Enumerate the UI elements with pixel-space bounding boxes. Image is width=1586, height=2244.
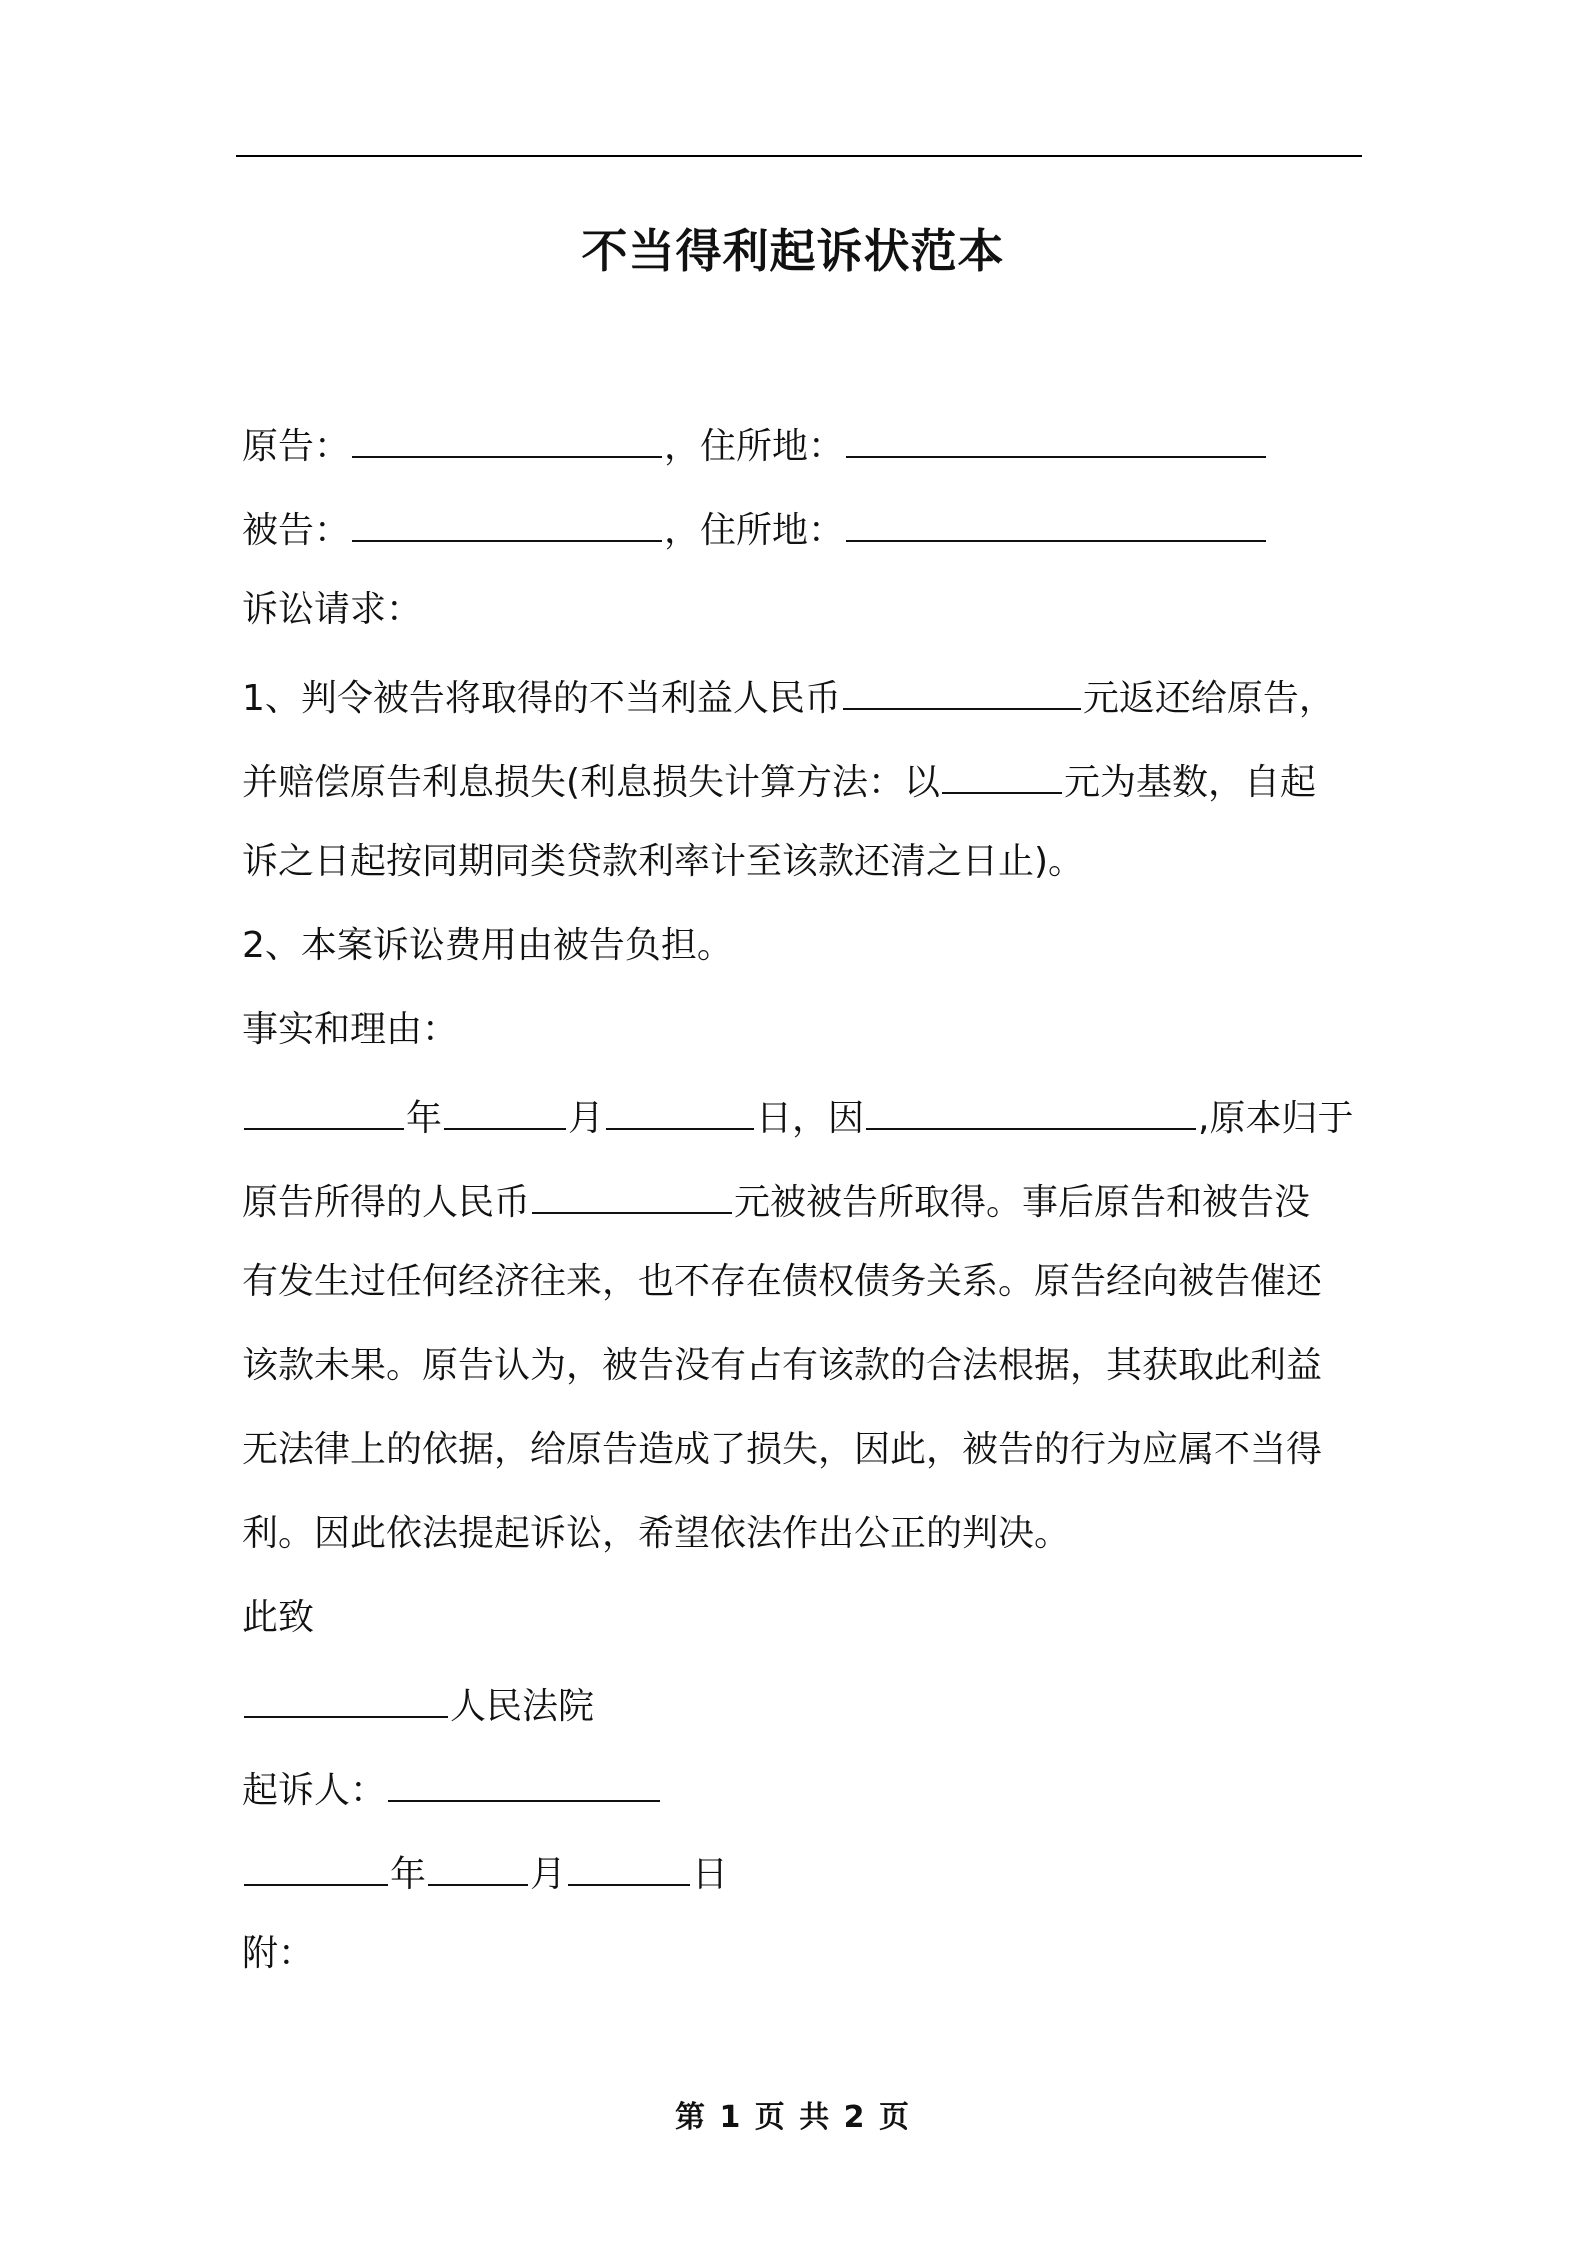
facts-cause-blank [866,1084,1196,1130]
facts-month-label: 月 [568,1098,605,1139]
claim-1-text-d: 元为基数，自起 [1064,762,1317,803]
facts-heading: 事实和理由： [242,1009,459,1050]
date-year-label: 年 [390,1854,427,1895]
claim-1-line-3: 诉之日起按同期同类贷款利率计至该款还清之日止)。 [242,841,1085,882]
court-name-blank [244,1672,448,1718]
defendant-name-blank [352,496,662,542]
facts-line-2-b: 元被被告所取得。事后原告和被告没 [734,1182,1311,1223]
defendant-label: 被告： [242,510,351,551]
date-month-label: 月 [530,1854,567,1895]
date-day-blank [568,1840,690,1886]
facts-line-2 [242,1168,1362,1252]
date-month-blank [428,1840,528,1886]
facts-belongs: ,原本归于 [1198,1098,1354,1139]
claim-1-text-c: 并赔偿原告利息损失(利息损失计算方法：以 [242,762,941,803]
defendant-address-label: 住所地： [700,510,845,551]
interest-base-blank [942,748,1062,794]
plaintiff-label: 原告： [242,426,351,467]
signature-label: 起诉人： [242,1770,387,1811]
plaintiff-line [242,412,1362,496]
facts-line-1 [242,1084,1362,1168]
date-year-blank [244,1840,388,1886]
attachment-label: 附： [242,1933,315,1974]
claims-heading: 诉讼请求： [242,589,423,630]
claim-2: 2、本案诉讼费用由被告负担。 [242,925,733,966]
salutation: 此致 [242,1597,315,1638]
date-line [242,1840,1362,1924]
date-day-label: 日 [692,1854,729,1895]
header-rule [236,155,1362,157]
signature-blank [388,1756,660,1802]
document-title: 不当得利起诉状范本 [581,224,1005,278]
claim-1-line-1 [242,664,1362,748]
signature-line [242,1756,1362,1840]
facts-year-label: 年 [406,1098,443,1139]
claim-1-text-b: 元返还给原告， [1082,678,1335,719]
facts-amount-blank [532,1168,732,1214]
court-label: 人民法院 [450,1686,595,1727]
facts-line-5: 无法律上的依据，给原告造成了损失，因此，被告的行为应属不当得 [242,1429,1323,1470]
comma: ， [664,510,701,551]
facts-year-blank [244,1084,404,1130]
facts-line-3: 有发生过任何经济往来，也不存在债权债务关系。原告经向被告催还 [242,1261,1323,1302]
page-indicator: 第 1 页 共 2 页 [675,2100,911,2135]
facts-day-because: 日，因 [756,1098,865,1139]
comma: ， [664,426,701,467]
claim-amount-blank [843,664,1081,710]
facts-line-4: 该款未果。原告认为，被告没有占有该款的合法根据，其获取此利益 [242,1345,1323,1386]
facts-line-6: 利。因此依法提起诉讼，希望依法作出公正的判决。 [242,1513,1071,1554]
claim-1-text-a: 1、判令被告将取得的不当利益人民币 [242,678,841,719]
plaintiff-address-label: 住所地： [700,426,845,467]
document-body [242,412,1362,2008]
plaintiff-address-blank [846,412,1266,458]
defendant-address-blank [846,496,1266,542]
defendant-line [242,496,1362,580]
facts-month-blank [444,1084,566,1130]
facts-day-blank [606,1084,754,1130]
facts-line-2-a: 原告所得的人民币 [242,1182,531,1223]
court-line [242,1672,1362,1756]
claim-1-line-2 [242,748,1362,832]
plaintiff-name-blank [352,412,662,458]
